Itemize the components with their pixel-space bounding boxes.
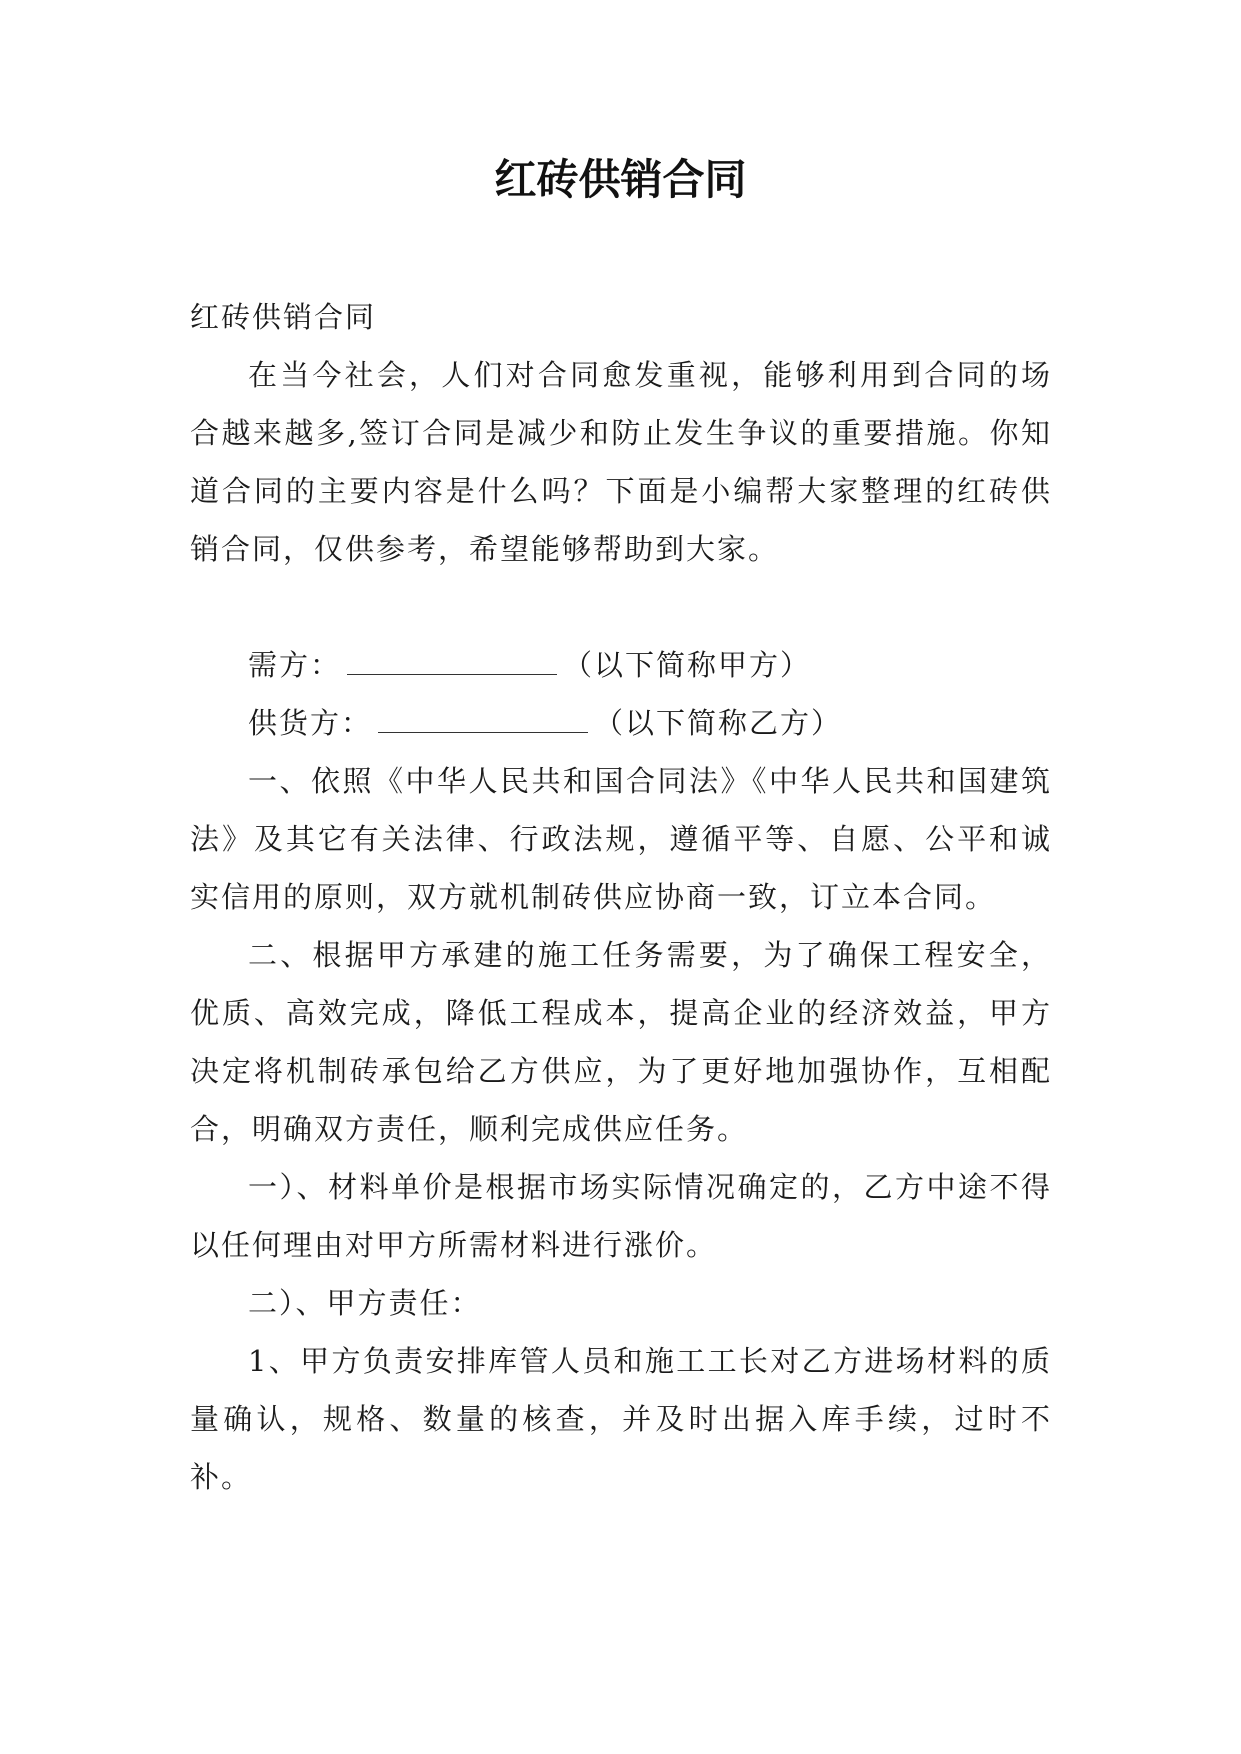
party-a-blank-field	[347, 638, 557, 675]
intro-paragraph: 在当今社会，人们对合同愈发重视，能够利用到合同的场合越来越多,签订合同是减少和防止发生争议的重要措施。你知道合同的主要内容是什么吗？下面是小编帮大家整理的红砖供销合同，仅供参考，希望能够帮助到大家。	[190, 358, 1052, 566]
party-b-note: （以下简称乙方）	[594, 706, 843, 740]
document-subtitle: 红砖供销合同	[190, 300, 377, 334]
sub-clause-1-paragraph: 一）、材料单价是根据市场实际情况确定的，乙方中途不得以任何理由对甲方所需材料进行涨价。	[190, 1170, 1052, 1262]
item-1-paragraph: 1、甲方负责安排库管人员和施工工长对乙方进场材料的质量确认，规格、数量的核查，并及时出据入库手续，过时不补。	[190, 1344, 1052, 1494]
party-a-label: 需方：	[248, 648, 342, 682]
party-b-blank-field	[378, 696, 588, 733]
clause-2-paragraph: 二、根据甲方承建的施工任务需要，为了确保工程安全，优质、高效完成，降低工程成本，提高企业的经济效益，甲方决定将机制砖承包给乙方供应，为了更好地加强协作，互相配合，明确双方责任，顺利完成供应任务。	[190, 938, 1052, 1146]
sub-clause-2-heading: 二）、甲方责任：	[248, 1286, 482, 1320]
document-title: 红砖供销合同	[494, 155, 747, 204]
clause-1-paragraph: 一、依照《中华人民共和国合同法》《中华人民共和国建筑法》及其它有关法律、行政法规，遵循平等、自愿、公平和诚实信用的原则，双方就机制砖供应协商一致，订立本合同。	[190, 764, 1052, 914]
party-b-label: 供货方：	[248, 706, 373, 740]
paragraph-gap	[190, 578, 1052, 636]
document-body	[190, 288, 1052, 1506]
party-a-line	[190, 636, 1052, 694]
party-b-line	[190, 694, 1052, 752]
party-a-note: （以下简称甲方）	[563, 648, 812, 682]
